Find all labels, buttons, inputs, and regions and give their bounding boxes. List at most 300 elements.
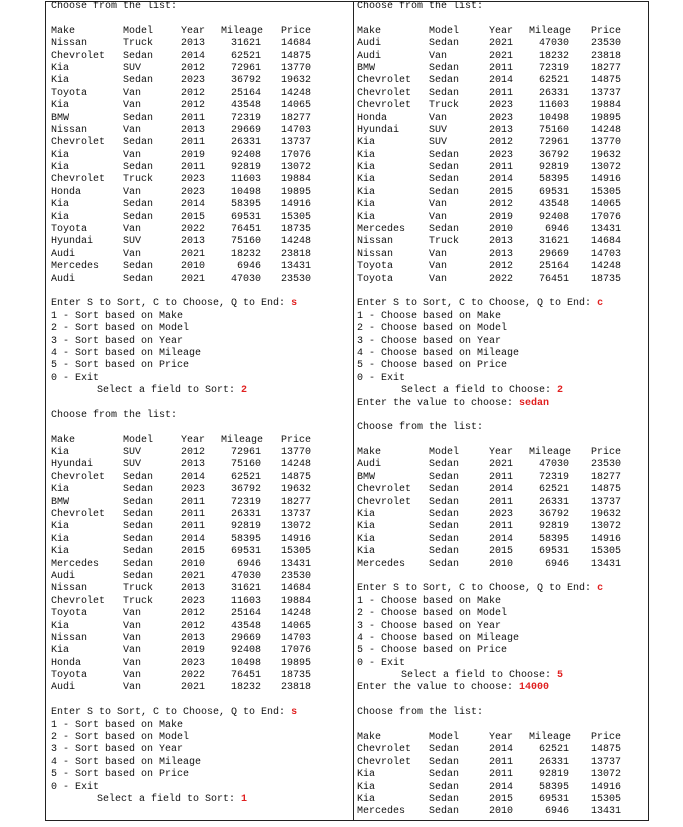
field-select-input[interactable]: 2 <box>241 385 248 397</box>
cell-year: 2013 <box>489 248 514 260</box>
cell-model: Sedan <box>429 496 460 508</box>
cell-year: 2011 <box>489 769 514 781</box>
list-title: Choose from the list: <box>51 409 178 421</box>
command-input[interactable]: s <box>291 707 298 719</box>
table-row <box>357 75 647 87</box>
table-header-row <box>357 26 647 38</box>
cell-mileage: 29669 <box>230 124 261 136</box>
cell-year: 2014 <box>181 471 206 483</box>
cell-make: Chevrolet <box>51 137 106 149</box>
cell-model: Sedan <box>123 162 154 174</box>
cell-make: Audi <box>51 273 76 285</box>
cell-mileage: 11603 <box>538 100 569 112</box>
field-select-input[interactable]: 1 <box>241 794 248 805</box>
menu-option: 5 - Sort based on Price <box>51 769 190 781</box>
menu-option: 0 - Exit <box>51 781 100 793</box>
value-prompt <box>357 682 647 694</box>
cell-price: 13431 <box>280 558 311 570</box>
cell-model: SUV <box>429 137 448 149</box>
cell-mileage: 36792 <box>230 75 261 87</box>
cell-mileage: 31621 <box>538 236 569 248</box>
cell-price: 19632 <box>590 509 621 521</box>
cell-make: Honda <box>51 657 82 669</box>
cell-year: 2010 <box>489 558 514 570</box>
cell-make: Chevrolet <box>357 756 412 768</box>
table-row <box>51 621 349 633</box>
cell-model: Sedan <box>429 62 460 74</box>
blank-line <box>51 398 349 410</box>
table-row <box>51 274 349 286</box>
cell-year: 2021 <box>489 50 514 62</box>
cell-model: Van <box>429 261 448 273</box>
cell-price: 23818 <box>280 682 311 694</box>
cell-make: Kia <box>51 484 70 496</box>
header-price: Price <box>280 434 311 446</box>
table-row <box>51 497 349 509</box>
cell-year: 2019 <box>489 211 514 223</box>
cell-make: Kia <box>357 509 376 521</box>
table-row <box>357 100 647 112</box>
cell-year: 2014 <box>489 484 514 496</box>
cell-mileage: 31621 <box>230 583 261 595</box>
cell-year: 2023 <box>181 186 206 198</box>
cell-price: 14684 <box>280 38 311 50</box>
cell-mileage: 69531 <box>230 211 261 223</box>
cell-price: 19632 <box>280 484 311 496</box>
cell-price: 18277 <box>590 62 621 74</box>
cell-make: Toyota <box>51 608 88 620</box>
cell-model: Van <box>123 248 142 260</box>
cell-year: 2015 <box>489 186 514 198</box>
cell-year: 2013 <box>181 124 206 136</box>
cell-price: 14916 <box>590 174 621 186</box>
cell-year: 2014 <box>489 781 514 793</box>
table-row <box>51 682 349 694</box>
cell-mileage: 18232 <box>230 682 261 694</box>
cell-make: Kia <box>51 521 70 533</box>
command-input[interactable]: s <box>291 298 298 310</box>
cell-model: Sedan <box>429 546 460 558</box>
cell-price: 19632 <box>590 149 621 161</box>
blank-line <box>51 806 349 818</box>
cell-model: Sedan <box>429 806 460 818</box>
cell-model: Sedan <box>429 174 460 186</box>
cell-mileage: 26331 <box>230 137 261 149</box>
value-input[interactable]: sedan <box>519 397 550 409</box>
cell-make: Hyundai <box>51 236 94 248</box>
header-model: Model <box>429 25 460 37</box>
cell-mileage: 29669 <box>230 632 261 644</box>
header-model: Model <box>429 447 460 459</box>
cell-year: 2023 <box>489 149 514 161</box>
table-row <box>357 534 647 546</box>
cell-year: 2014 <box>489 174 514 186</box>
cell-model: Van <box>123 87 142 99</box>
cell-year: 2023 <box>181 657 206 669</box>
cell-make: Kia <box>51 211 70 223</box>
cell-make: Nissan <box>51 38 88 50</box>
cell-year: 2013 <box>181 236 206 248</box>
cell-model: Van <box>429 50 448 62</box>
menu-option: 1 - Sort based on Make <box>51 310 184 322</box>
cell-make: Toyota <box>357 273 394 285</box>
cell-price: 14875 <box>590 75 621 87</box>
cell-mileage: 25164 <box>538 261 569 273</box>
cell-make: Kia <box>51 199 70 211</box>
cell-mileage: 10498 <box>230 186 261 198</box>
cell-model: Sedan <box>429 38 460 50</box>
table-row <box>357 484 647 496</box>
cell-model: SUV <box>123 447 142 459</box>
menu-option: 1 - Choose based on Make <box>357 595 502 607</box>
cell-year: 2014 <box>181 533 206 545</box>
cell-make: Nissan <box>51 583 88 595</box>
cell-year: 2010 <box>489 224 514 236</box>
cell-price: 14875 <box>280 471 311 483</box>
table-row <box>51 162 349 174</box>
command-input[interactable]: c <box>597 298 604 310</box>
header-make: Make <box>357 25 382 37</box>
table-row <box>357 769 647 781</box>
cell-make: Kia <box>51 447 70 459</box>
select-prompt-text: Select a field to Sort: <box>97 385 236 397</box>
table-header-row <box>357 732 647 744</box>
table-row <box>357 794 647 806</box>
table-header-row <box>51 435 349 447</box>
cell-make: Toyota <box>51 87 88 99</box>
cell-mileage: 62521 <box>538 484 569 496</box>
cell-model: Sedan <box>429 75 460 87</box>
cell-price: 13737 <box>590 496 621 508</box>
cell-model: Truck <box>123 38 154 50</box>
cell-make: Chevrolet <box>357 496 412 508</box>
cell-make: Nissan <box>357 248 394 260</box>
cell-price: 14248 <box>280 87 311 99</box>
table-row <box>51 608 349 620</box>
cell-model: Van <box>123 632 142 644</box>
cell-price: 14065 <box>280 620 311 632</box>
cell-model: Truck <box>429 100 460 112</box>
field-select-prompt <box>357 385 647 397</box>
cell-year: 2012 <box>489 199 514 211</box>
cell-year: 2015 <box>181 546 206 558</box>
cell-make: Audi <box>51 570 76 582</box>
cell-price: 18277 <box>590 471 621 483</box>
cell-year: 2014 <box>181 50 206 62</box>
cell-model: Sedan <box>429 87 460 99</box>
cell-price: 14684 <box>280 583 311 595</box>
cell-mileage: 69531 <box>538 794 569 805</box>
cell-year: 2013 <box>489 124 514 136</box>
blank-line <box>357 720 647 732</box>
cell-mileage: 26331 <box>538 87 569 99</box>
cell-price: 17076 <box>590 211 621 223</box>
cell-mileage: 58395 <box>230 533 261 545</box>
table-row <box>357 546 647 558</box>
select-prompt-text: Select a field to Choose: <box>401 385 552 397</box>
menu-option: 1 - Choose based on Make <box>357 310 502 322</box>
cell-make: Kia <box>357 533 376 545</box>
table-row <box>51 88 349 100</box>
cell-price: 14248 <box>280 459 311 471</box>
table-row <box>357 174 647 186</box>
cell-mileage: 69531 <box>230 546 261 558</box>
header-model: Model <box>123 434 154 446</box>
header-mileage: Mileage <box>221 25 264 37</box>
cell-make: Kia <box>357 149 376 161</box>
field-select-input[interactable]: 5 <box>557 670 564 682</box>
table-row <box>357 113 647 125</box>
cell-mileage: 11603 <box>230 174 261 186</box>
table-row <box>51 645 349 657</box>
table-row <box>357 782 647 794</box>
menu-option: 2 - Sort based on Model <box>51 323 190 335</box>
cell-price: 14875 <box>590 484 621 496</box>
table-row <box>51 63 349 75</box>
table-row <box>51 596 349 608</box>
table-row <box>357 125 647 137</box>
cell-model: Sedan <box>123 546 154 558</box>
cell-price: 14916 <box>590 533 621 545</box>
field-select-input[interactable]: 2 <box>557 385 564 397</box>
menu-option: 3 - Sort based on Year <box>51 744 184 756</box>
cell-mileage: 76451 <box>230 670 261 682</box>
cell-make: Mercedes <box>357 806 406 818</box>
cell-mileage: 6946 <box>544 224 569 236</box>
cell-price: 23818 <box>590 50 621 62</box>
table-row <box>51 125 349 137</box>
header-make: Make <box>51 25 76 37</box>
cell-year: 2021 <box>181 273 206 285</box>
cell-mileage: 6946 <box>236 261 261 273</box>
command-prompt <box>51 707 349 719</box>
header-year: Year <box>489 25 514 37</box>
cell-model: Sedan <box>123 509 154 521</box>
cell-mileage: 72961 <box>230 447 261 459</box>
cell-price: 13770 <box>280 62 311 74</box>
cell-price: 14684 <box>590 236 621 248</box>
table-row <box>357 472 647 484</box>
field-select-prompt <box>51 794 349 806</box>
table-row <box>51 509 349 521</box>
cell-year: 2023 <box>181 595 206 607</box>
cell-mileage: 75160 <box>230 459 261 471</box>
cell-price: 14916 <box>280 533 311 545</box>
list-title: Choose from the list: <box>357 422 484 434</box>
left-console-column <box>51 1 349 819</box>
cell-mileage: 43548 <box>230 620 261 632</box>
cell-model: Sedan <box>429 769 460 781</box>
table-row <box>51 249 349 261</box>
cell-year: 2023 <box>181 75 206 87</box>
cell-mileage: 62521 <box>538 75 569 87</box>
cell-make: Kia <box>357 546 376 558</box>
cell-make: Mercedes <box>357 558 406 570</box>
cell-mileage: 75160 <box>538 124 569 136</box>
cell-year: 2012 <box>181 608 206 620</box>
menu-option: 2 - Sort based on Model <box>51 732 190 744</box>
cell-make: BMW <box>357 471 376 483</box>
value-prompt-text: Enter the value to choose: <box>357 682 514 694</box>
cell-year: 2011 <box>181 509 206 521</box>
cell-mileage: 25164 <box>230 87 261 99</box>
cell-mileage: 47030 <box>230 570 261 582</box>
cell-make: Chevrolet <box>51 50 106 62</box>
table-row <box>357 497 647 509</box>
header-model: Model <box>123 25 154 37</box>
cell-price: 19884 <box>590 100 621 112</box>
table-row <box>357 757 647 769</box>
cell-make: Toyota <box>51 224 88 236</box>
cell-year: 2013 <box>181 459 206 471</box>
cell-model: Truck <box>123 174 154 186</box>
table-header-row <box>357 447 647 459</box>
cell-model: Sedan <box>429 162 460 174</box>
cell-model: Sedan <box>429 509 460 521</box>
cell-model: Van <box>429 199 448 211</box>
command-input[interactable]: c <box>597 583 604 595</box>
cell-model: Van <box>123 100 142 112</box>
table-row <box>51 113 349 125</box>
table-row <box>51 187 349 199</box>
cell-price: 18277 <box>280 112 311 124</box>
cell-year: 2014 <box>181 199 206 211</box>
cell-price: 14875 <box>590 744 621 756</box>
table-row <box>357 137 647 149</box>
table-row <box>51 658 349 670</box>
cell-year: 2011 <box>181 496 206 508</box>
cell-model: Sedan <box>123 137 154 149</box>
cell-mileage: 72961 <box>538 137 569 149</box>
menu-option: 0 - Exit <box>357 657 406 669</box>
cell-mileage: 92408 <box>538 211 569 223</box>
cell-make: Kia <box>51 62 70 74</box>
cell-price: 13072 <box>590 162 621 174</box>
header-year: Year <box>489 447 514 459</box>
command-prompt <box>51 298 349 310</box>
cell-mileage: 47030 <box>538 459 569 471</box>
list-title: Choose from the list: <box>51 1 178 12</box>
cell-mileage: 92819 <box>230 162 261 174</box>
cell-model: SUV <box>123 62 142 74</box>
cell-mileage: 72319 <box>230 112 261 124</box>
cell-year: 2012 <box>181 100 206 112</box>
cell-make: Kia <box>357 769 376 781</box>
cell-year: 2021 <box>181 570 206 582</box>
cell-model: Sedan <box>123 261 154 273</box>
cell-mileage: 62521 <box>538 744 569 756</box>
cell-year: 2021 <box>181 248 206 260</box>
cell-model: Sedan <box>123 533 154 545</box>
header-price: Price <box>590 732 621 744</box>
cell-price: 13770 <box>590 137 621 149</box>
cell-price: 13431 <box>590 224 621 236</box>
cell-mileage: 10498 <box>538 112 569 124</box>
cell-make: Kia <box>51 149 70 161</box>
cell-year: 2014 <box>489 744 514 756</box>
cell-model: Sedan <box>123 484 154 496</box>
cell-price: 14916 <box>590 781 621 793</box>
header-mileage: Mileage <box>529 25 572 37</box>
table-row <box>51 534 349 546</box>
cell-model: Van <box>429 112 448 124</box>
cell-price: 18735 <box>280 670 311 682</box>
cell-make: Mercedes <box>357 224 406 236</box>
cell-year: 2015 <box>489 794 514 805</box>
header-make: Make <box>357 732 382 744</box>
cell-mileage: 6946 <box>236 558 261 570</box>
cell-price: 13072 <box>590 521 621 533</box>
cell-model: Sedan <box>123 471 154 483</box>
table-row <box>357 38 647 50</box>
table-row <box>51 75 349 87</box>
table-row <box>357 274 647 286</box>
cell-mileage: 92819 <box>538 769 569 781</box>
cell-model: Sedan <box>123 558 154 570</box>
cell-make: Chevrolet <box>51 509 106 521</box>
cell-mileage: 43548 <box>230 100 261 112</box>
cell-make: Kia <box>51 620 70 632</box>
table-row <box>51 459 349 471</box>
menu-option: 3 - Choose based on Year <box>357 620 502 632</box>
cell-make: Audi <box>51 248 76 260</box>
cell-model: Sedan <box>429 558 460 570</box>
table-row <box>51 472 349 484</box>
cell-price: 18735 <box>280 224 311 236</box>
cell-mileage: 26331 <box>230 509 261 521</box>
cell-make: Kia <box>51 645 70 657</box>
cell-mileage: 69531 <box>538 186 569 198</box>
cell-model: Sedan <box>123 273 154 285</box>
cell-price: 15305 <box>590 186 621 198</box>
table-row <box>357 51 647 63</box>
cell-make: Kia <box>357 186 376 198</box>
cell-make: Chevrolet <box>51 174 106 186</box>
table-row <box>51 447 349 459</box>
cell-make: Kia <box>357 781 376 793</box>
cell-mileage: 92408 <box>230 645 261 657</box>
cell-make: Kia <box>357 162 376 174</box>
cell-model: Truck <box>123 595 154 607</box>
column-divider <box>353 1 354 821</box>
header-mileage: Mileage <box>529 732 572 744</box>
cell-price: 14703 <box>280 632 311 644</box>
menu-option: 1 - Sort based on Make <box>51 719 184 731</box>
cell-year: 2021 <box>181 682 206 694</box>
table-row <box>357 521 647 533</box>
cell-price: 13431 <box>280 261 311 273</box>
cell-make: Kia <box>51 75 70 87</box>
blank-line <box>357 286 647 298</box>
table-row <box>51 51 349 63</box>
cell-make: Chevrolet <box>51 471 106 483</box>
cell-year: 2013 <box>181 632 206 644</box>
cell-price: 14703 <box>590 248 621 260</box>
cell-mileage: 72319 <box>538 471 569 483</box>
cell-model: SUV <box>123 236 142 248</box>
table-row <box>357 162 647 174</box>
blank-line <box>357 410 647 422</box>
cell-make: Kia <box>51 162 70 174</box>
cell-year: 2011 <box>489 62 514 74</box>
cell-year: 2011 <box>489 162 514 174</box>
cell-mileage: 62521 <box>230 471 261 483</box>
cell-year: 2011 <box>181 162 206 174</box>
value-input[interactable]: 14000 <box>519 682 550 694</box>
cell-mileage: 26331 <box>538 756 569 768</box>
cell-model: SUV <box>429 124 448 136</box>
table-row <box>357 88 647 100</box>
